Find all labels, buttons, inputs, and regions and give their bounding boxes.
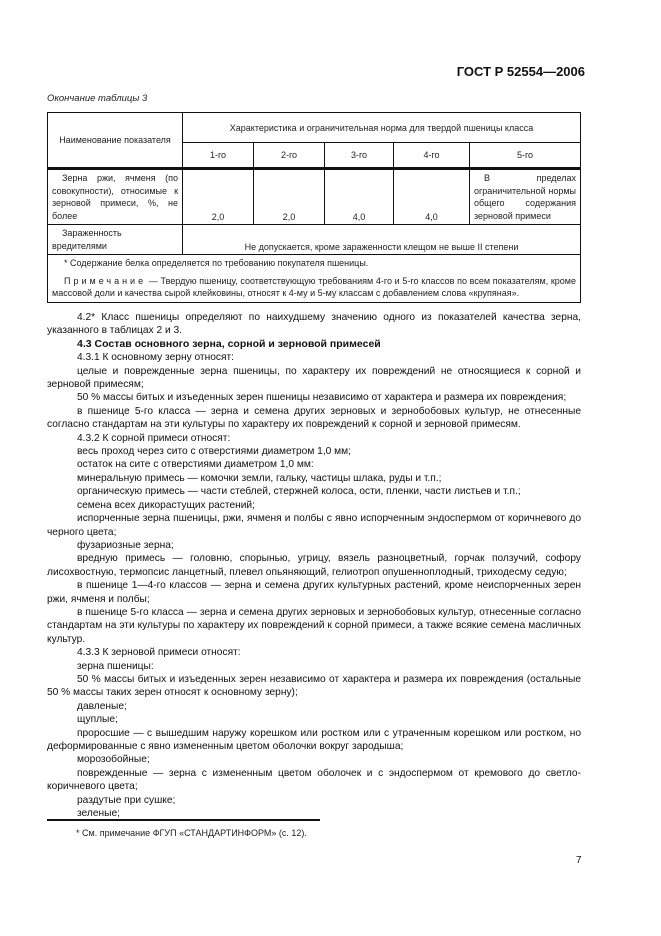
paragraph: минеральную примесь — комочки земли, гальку, частицы шлака, руды и т.п.;: [77, 472, 442, 484]
column-header-class-5: 5-го: [470, 143, 581, 169]
specification-table: [47, 112, 581, 303]
row-label: Зараженность вредителями: [48, 225, 183, 255]
paragraph: в пшенице 1—4-го классов — зерна и семена других культурных растений, кроме неиспорченных зерен ржи, ячменя и полбы;: [47, 580, 581, 605]
cell-value: 4,0: [394, 169, 470, 225]
page-number: 7: [576, 855, 582, 866]
paragraph: зерна пшеницы:: [77, 660, 154, 672]
section-heading: 4.3 Состав основного зерна, сорной и зерновой примесей: [77, 337, 381, 350]
paragraph: остаток на сите с отверстиями диаметром 1,0 мм:: [77, 459, 314, 471]
column-header-class-1: 1-го: [183, 143, 254, 169]
note-label: Примечание: [64, 275, 147, 286]
column-group-header: Характеристика и ограничительная норма для твердой пшеницы класса: [183, 113, 581, 143]
paragraph: испорченные зерна пшеницы, ржи, ячменя и полбы с явно испорченным эндоспермом от коричневого до черного цвета;: [47, 513, 581, 538]
table-caption: Окончание таблицы 3: [47, 93, 148, 104]
table-row: [48, 169, 581, 225]
paragraph: целые и поврежденные зерна пшеницы, по характеру их повреждений не относящиеся к сорной и зерновой примесям;: [47, 365, 581, 391]
paragraph: 4.3.3 К зерновой примеси относят:: [77, 647, 241, 659]
table-footnote: * Содержание белка определяется по требованию покупателя пшеницы.: [64, 258, 369, 268]
standard-designation: ГОСТ Р 52554—2006: [456, 64, 585, 79]
body-text: [47, 311, 581, 820]
footnote-separator: [47, 819, 320, 821]
cell-value: 4,0: [325, 169, 394, 225]
cell-value-merged: Не допускается, кроме зараженности клещом не выше II степени: [183, 225, 581, 255]
table-row: [48, 225, 581, 255]
paragraph: вредную примесь — головню, спорынью, угрицу, вязель разноцветный, горчак ползучий, софору лисохвостную, термопсис ланцетный, плевел опьяняющий, гелиотроп опушенноплодный, триходесму седую;: [47, 553, 581, 578]
cell-value: 2,0: [254, 169, 325, 225]
column-header-class-4: 4-го: [394, 143, 470, 169]
column-header-class-3: 3-го: [325, 143, 394, 169]
table-notes-row: [48, 255, 581, 303]
paragraph: проросшие — с вышедшим наружу корешком или ростком или с утраченным корешком или ростком, но деформированные с явно измененным цветом оболочки вокруг зародыша;: [47, 727, 581, 752]
page-footnote: * См. примечание ФГУП «СТАНДАРТИНФОРМ» (с. 12).: [76, 828, 307, 838]
note-text: — Твердую пшеницу, соответствующую требованиям 4-го и 5-го классов по всем показателям, кроме массовой доли и качества сырой клейковины, относят к 4-му и 5-му классам с добавлением слова «крупяная».: [52, 275, 576, 298]
paragraph: фузариозные зерна;: [77, 539, 174, 551]
paragraph: 4.2* Класс пшеницы определяют по наихудшему значению одного из показателей качества зерна, указанного в таблицах 2 и 3.: [47, 312, 581, 337]
paragraph: зеленые;: [77, 808, 120, 820]
paragraph: органическую примесь — части стеблей, стержней колоса, ости, пленки, части листьев и т.п.;: [77, 486, 521, 498]
paragraph: семена всех дикорастущих растений;: [77, 499, 255, 511]
column-header-indicator: Наименование показателя: [48, 113, 183, 169]
table-note: [52, 275, 576, 300]
column-header-class-2: 2-го: [254, 143, 325, 169]
paragraph: давленые;: [77, 700, 127, 712]
paragraph: 50 % массы битых и изъеденных зерен независимо от характера и размера их повреждения (остальные 50 % массы таких зерен относят к основному зерну);: [47, 673, 581, 699]
row-label: Зерна ржи, ячменя (по совокупности), относимые к зерновой примеси, %, не более: [48, 169, 183, 225]
cell-value: 2,0: [183, 169, 254, 225]
table-notes: [48, 255, 581, 303]
paragraph: 4.3.1 К основному зерну относят:: [77, 352, 234, 364]
paragraph: 50 % массы битых и изъеденных зерен пшеницы независимо от характера и размера их повреждения;: [77, 392, 567, 404]
paragraph: 4.3.2 К сорной примеси относят:: [77, 432, 231, 444]
paragraph: щуплые;: [77, 714, 118, 726]
paragraph: весь проход через сито с отверстиями диаметром 1,0 мм;: [77, 446, 351, 458]
paragraph: раздутые при сушке;: [77, 794, 176, 806]
paragraph: в пшенице 5-го класса — зерна и семена других зерновых и зернобобовых культур, не отнесенные согласно стандартам на эти культуры по характеру их повреждений к сорной и зерновой примесям.: [47, 405, 581, 431]
paragraph: морозобойные;: [77, 754, 150, 766]
paragraph: поврежденные — зерна с измененным цветом оболочек и с эндоспермом от кремового до светло-коричневого цвета;: [47, 767, 581, 793]
cell-value: В пределах ограничительной нормы общего содержания зерновой примеси: [470, 169, 581, 225]
paragraph: в пшенице 5-го класса — зерна и семена других зерновых и зернобобовых культур, отнесенные согласно стандартам на эти культуры по характеру их повреждений к сорной примеси, а также всякие семена масличных культур.: [47, 606, 581, 645]
